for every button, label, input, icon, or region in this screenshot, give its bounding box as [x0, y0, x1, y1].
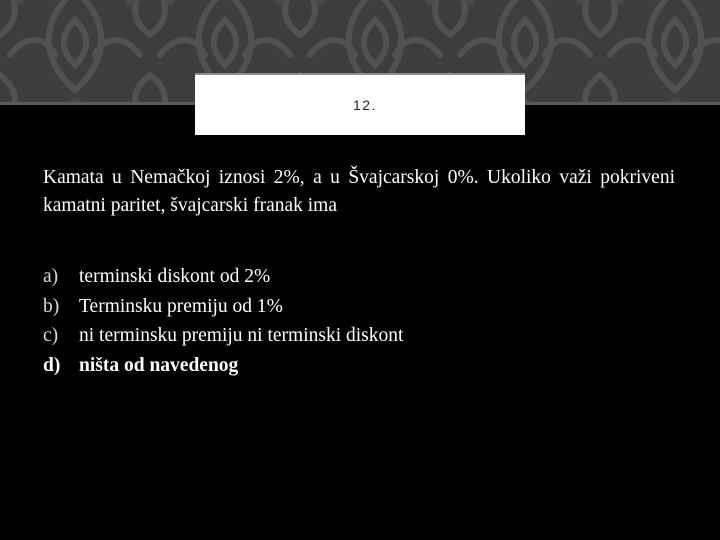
option-c-text: ni terminsku premiju ni terminski diskont [79, 325, 404, 346]
option-b-letter: b) [43, 295, 60, 317]
option-d-text: ništa od navedenog [79, 354, 239, 376]
option-b-text: Terminsku premiju od 1% [79, 295, 283, 317]
option-a-text: terminski diskont od 2% [79, 266, 271, 287]
option-c-letter: c) [43, 325, 59, 346]
option-a-letter: a) [43, 266, 59, 287]
title-box [195, 73, 525, 135]
option-d-letter: d) [43, 354, 61, 376]
slide-title: 12. [353, 97, 377, 113]
question-text: Kamata u Nemačkoj iznosi 2%, a u Švajcarskoj 0%. Ukoliko važi pokriveni kamatni paritet, švajcarski franak ima [43, 167, 675, 216]
option-a [43, 262, 403, 292]
option-c [43, 321, 403, 351]
answer-options-list [43, 262, 403, 380]
option-b [43, 292, 403, 322]
option-d [43, 351, 403, 381]
